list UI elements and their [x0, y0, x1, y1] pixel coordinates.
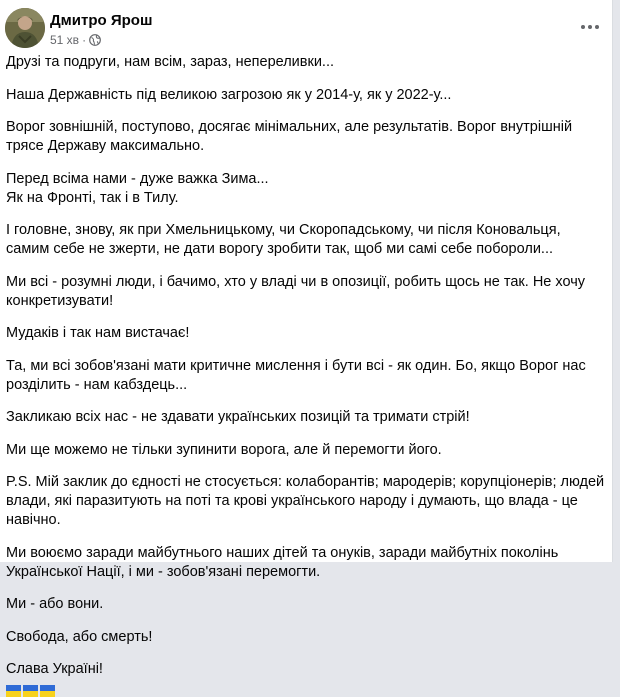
flag-emoji-row: [6, 685, 606, 697]
post-body: [6, 53, 609, 697]
post-paragraph: І головне, знову, як при Хмельницькому, чи Скоропадському, чи після Коновальця, самим себе не зжерти, не дати ворогу зробити так, щоб ми самі себе побороли...: [6, 222, 565, 257]
post-paragraph: P.S. Мій заклик до єдності не стосується: колаборантів; мародерів; корупціонерів; людей влади, які паразитують на поті та крові українського народу і думають, що влада - це навічно.: [6, 474, 609, 528]
post-paragraph: Наша Державність під великою загрозою як у 2014-у, як у 2022-у...: [6, 86, 452, 103]
post-paragraph: Ми - або вони.: [6, 596, 104, 612]
post-paragraph: Ворог зовнішній, поступово, досягає мінімальних, але результатів. Ворог внутрішній трясе Державу максимально.: [6, 119, 577, 154]
post-paragraph: Закликаю всіх нас - не здавати українських позицій та тримати стрій!: [6, 409, 470, 425]
post-paragraph: Друзі та подруги, нам всім, зараз, непереливки...: [6, 54, 335, 70]
post-paragraph: Перед всіма нами - дуже важка Зима... Як на Фронті, так і в Тилу.: [6, 170, 269, 206]
author-avatar[interactable]: [5, 8, 45, 48]
post-header: [5, 8, 605, 50]
meta-dot: ·: [82, 33, 87, 47]
post-meta: [50, 33, 101, 47]
more-dots-icon: [580, 24, 600, 30]
more-options-button[interactable]: [575, 12, 605, 42]
post-paragraph: Та, ми всі зобов'язані мати критичне мислення і бути всі - як один. Бо, якщо Ворог нас розділить - нам кабздець...: [6, 357, 590, 393]
avatar-image: [5, 8, 45, 48]
ukraine-flag-icon: [6, 685, 21, 697]
post-paragraph: Ми воюємо заради майбутнього наших дітей та онуків, заради майбутніх поколінь Української Нації, і ми - зобов'язані перемогти.: [6, 544, 563, 580]
post-paragraph: Слава Україні!: [6, 661, 103, 677]
post-paragraph: Мудаків і так нам вистачає!: [6, 325, 190, 341]
post-time[interactable]: 51 хв: [50, 33, 80, 47]
author-name[interactable]: Дмитро Ярош: [50, 12, 153, 29]
ukraine-flag-icon: [23, 685, 38, 697]
post-paragraph: Свобода, або смерть!: [6, 628, 153, 645]
post-paragraph: Ми ще можемо не тільки зупинити ворога, але й перемогти його.: [6, 441, 442, 458]
post-paragraph: Ми всі - розумні люди, і бачимо, хто у владі чи в опозиції, робить щось не так. Не хочу конкретизувати!: [6, 273, 590, 309]
ukraine-flag-icon: [40, 685, 55, 697]
globe-icon[interactable]: [89, 34, 101, 46]
